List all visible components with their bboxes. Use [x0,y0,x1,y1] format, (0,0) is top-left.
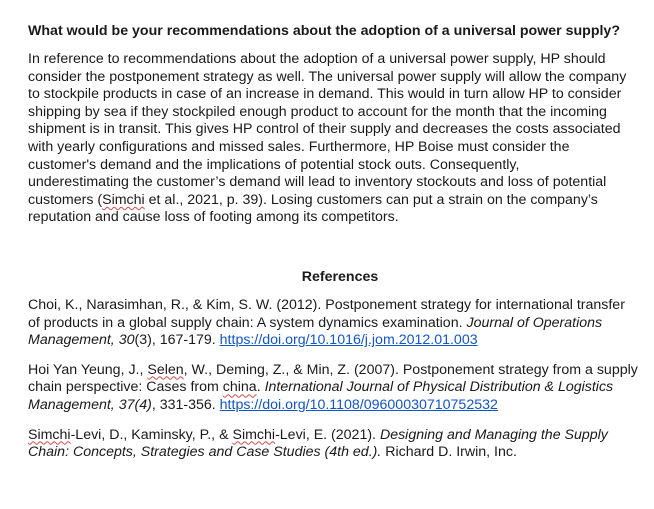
doi-link[interactable]: https://doi.org/10.1108/09600030710752532 [219,396,498,413]
text-span: , W., Deming, Z., & Min, Z. (2007). Postponement strategy from a supply [183,361,638,378]
reference-line [28,315,654,333]
answer-paragraph [28,51,650,227]
paragraph-line [28,192,650,210]
text-span: Hoi Yan Yeung, J., [28,361,148,378]
spellcheck-word[interactable]: china [222,379,257,396]
paragraph-line: shipment is in transit. This gives HP control of their supply and decreases the costs associated [28,121,621,138]
text-span: customers ( [28,191,103,208]
reference-line [28,332,654,350]
text-span: -Levi, D., Kaminsky, P., & [70,426,233,443]
reference-line [28,427,654,445]
text-span: chain perspective: Cases from [28,379,223,396]
text-span: , 331-356. [151,396,220,413]
reference-line [28,362,654,380]
spellcheck-word[interactable]: Simchi [28,426,71,443]
paragraph-line: In reference to recommendations about the adoption of a universal power supply, HP should [28,51,606,67]
journal-title: Management, 37(4) [28,396,152,413]
reference-line [28,397,654,415]
paragraph-line: shipping by sea if they stockpiled enough product to account for the month that the incoming [28,103,607,120]
paragraph-line: consider the postponement strategy as well. The universal power supply will allow the company [28,68,627,85]
book-title: Designing and Managing the Supply [379,426,608,443]
reference-line [28,444,654,462]
reference-entry-choi [28,297,654,350]
doi-link[interactable]: https://doi.org/10.1016/j.jom.2012.01.003 [219,332,478,349]
text-span: Richard D. Irwin, Inc. [381,444,517,461]
spellcheck-word[interactable]: Simchi [232,426,276,443]
text-span: of products in a global supply chain: A system dynamics examination. [28,314,467,331]
journal-title: Management, 30 [28,332,135,349]
reference-entry-simchi-levi [28,427,654,462]
text-span: (3), 167-179. [134,332,220,349]
paragraph-line: reputation and cause loss of footing among its competitors. [28,209,399,226]
reference-line [28,379,654,397]
journal-title: Journal of Operations [466,314,603,331]
spellcheck-word[interactable]: Simchi [102,191,145,208]
spellcheck-word[interactable]: Selen [147,361,184,378]
paragraph-line: with yearly configurations and missed sales. Furthermore, HP Boise must consider the [28,138,570,155]
text-span: . [256,379,265,396]
reference-line: Choi, K., Narasimhan, R., & Kim, S. W. (2012). Postponement strategy for international transfer [28,296,625,313]
reference-entry-yeung [28,362,654,415]
paragraph-line: underestimating the customer’s demand will lead to inventory stockouts and loss of potential [28,174,607,191]
references-heading: References [301,268,379,285]
paragraph-line: customer's demand and the implications of potential stock outs. Consequently, [28,156,520,173]
text-span: et al., 2021, p. 39). Losing customers can put a strain on the company’s [144,191,598,208]
question-heading: What would be your recommendations about the adoption of a universal power supply? [28,23,620,39]
text-span: -Levi, E. (2021). [275,426,380,443]
book-title: Chain: Concepts, Strategies and Case Studies (4th ed.). [28,444,382,461]
paragraph-line: to stockpile products in case of an increase in demand. This would in turn allow HP to consider [28,86,622,103]
journal-title: International Journal of Physical Distribution & Logistics [264,379,614,396]
